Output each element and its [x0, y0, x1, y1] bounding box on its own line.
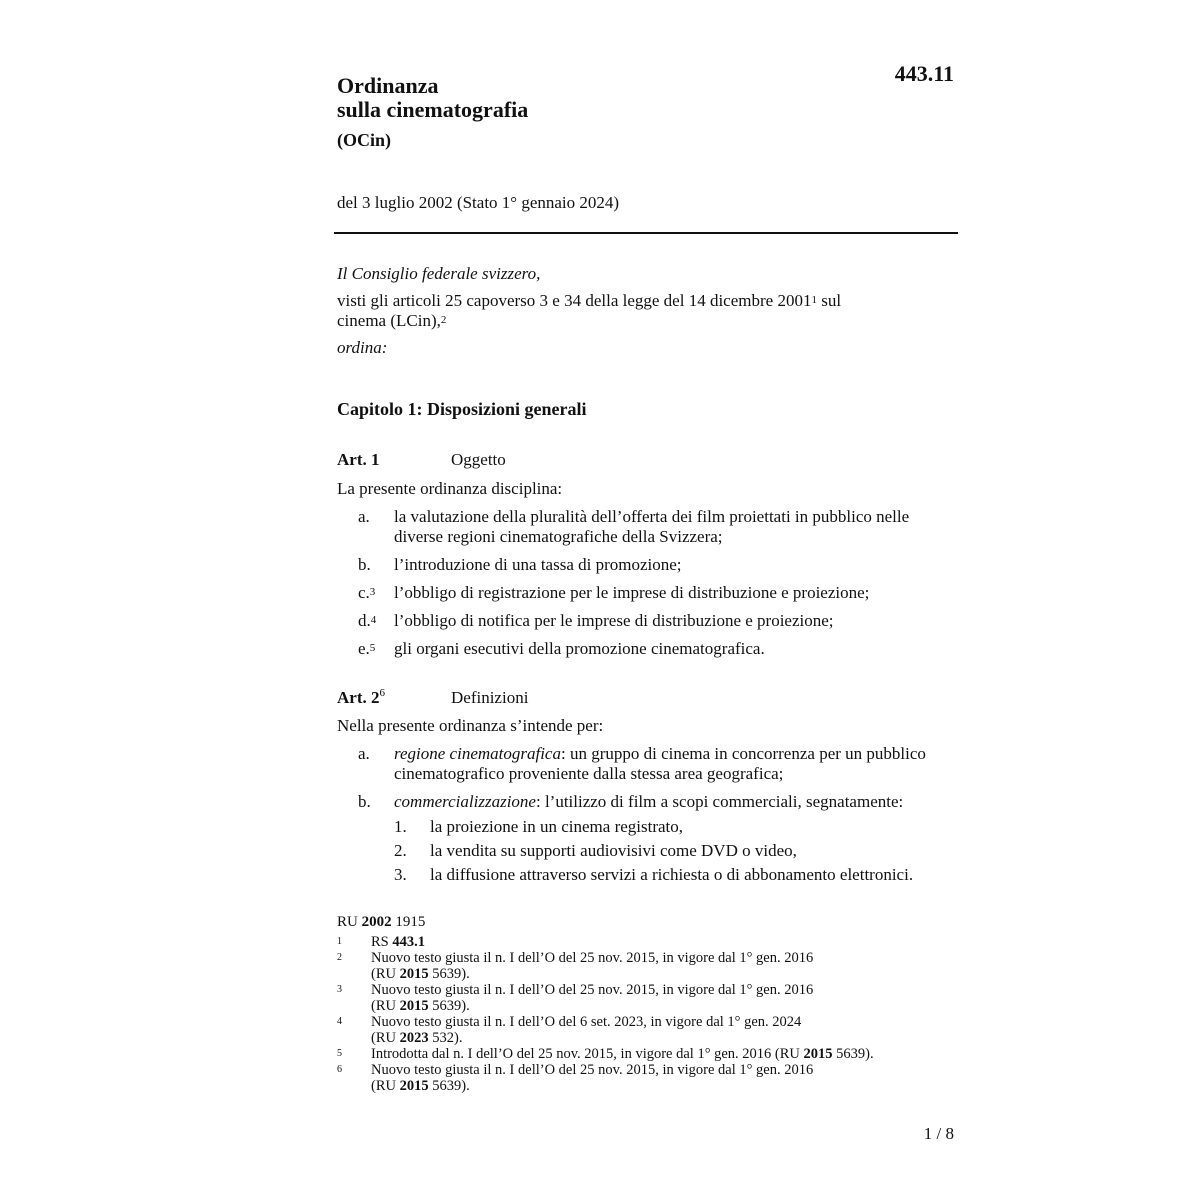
definition-text: : l’utilizzo di film a scopi commerciali, segnatamente:: [535, 792, 904, 811]
label-text: e.: [358, 639, 370, 658]
fn-bold: 2015: [399, 965, 429, 982]
preamble-basis-text-2: cinema (LCin),: [337, 311, 441, 330]
fn-bold: 443.1: [392, 934, 425, 950]
sub-list-item-text: la diffusione attraverso servizi a richiesta o di abbonamento elettronici.: [430, 865, 914, 884]
fn-text: Nuovo testo giusta il n. I dell’O del 25 nov. 2015, in vigore dal 1° gen. 2016: [371, 950, 814, 966]
article-1-intro: La presente ordinanza disciplina:: [337, 479, 563, 498]
fn-bold: 2015: [399, 1077, 429, 1094]
chapter-heading: Capitolo 1: Disposizioni generali: [337, 399, 587, 419]
preamble-authority: Il Consiglio federale svizzero,: [337, 264, 541, 283]
header-divider: [334, 232, 958, 234]
ru-prefix: RU: [337, 914, 362, 930]
fn-text: 5639).: [428, 1077, 470, 1094]
list-item-text: gli organi esecutivi della promozione cinematografica.: [394, 639, 765, 658]
fn-text: Nuovo testo giusta il n. I dell’O del 6 set. 2023, in vigore dal 1° gen. 2024: [371, 1014, 802, 1030]
fn-text: 532).: [428, 1029, 463, 1046]
fn-text: (RU: [371, 1077, 400, 1094]
list-item-text: [394, 744, 958, 784]
footnote-number: 4: [337, 1016, 342, 1027]
preamble-basis-line2: [337, 311, 446, 331]
fn-text: 5639).: [428, 997, 470, 1014]
footnote-ref-6[interactable]: 6: [379, 687, 385, 699]
fn-text: RS: [371, 934, 393, 950]
list-item-label: [358, 639, 375, 659]
definition-term: commercializzazione: [394, 792, 536, 811]
article-2-number: [337, 688, 451, 708]
footnote-ref-3[interactable]: 3: [369, 586, 376, 598]
footnote-text: [371, 935, 951, 951]
document-title: [337, 74, 528, 122]
list-item-label: a.: [358, 744, 370, 763]
footnote-ref-5[interactable]: 5: [369, 642, 376, 654]
list-item-label: b.: [358, 792, 371, 811]
list-item-text: l’obbligo di registrazione per le imprese di distribuzione e proiezione;: [394, 583, 870, 602]
sr-number: 443.11: [894, 61, 954, 86]
list-item-text: l’introduzione di una tassa di promozione;: [394, 555, 682, 574]
preamble-basis-text-end: sul: [816, 291, 842, 310]
list-item-label: [358, 611, 376, 631]
footnote-number: 1: [337, 936, 342, 947]
footnote-text: [371, 1015, 951, 1046]
footnote-text: [371, 1063, 951, 1094]
fn-text: Nuovo testo giusta il n. I dell’O del 25 nov. 2015, in vigore dal 1° gen. 2016: [371, 1062, 814, 1078]
list-item-label: a.: [358, 507, 370, 526]
sub-list-item-label: 3.: [394, 865, 407, 884]
article-2-title: Definizioni: [451, 688, 529, 707]
sub-list-item-label: 2.: [394, 841, 407, 860]
footnote-number: 5: [337, 1048, 342, 1059]
article-1-title: Oggetto: [451, 450, 506, 469]
label-text: d.: [358, 611, 371, 630]
article-2-intro: Nella presente ordinanza s’intende per:: [337, 716, 604, 735]
ru-reference: [337, 914, 425, 931]
footnote-ref-2[interactable]: 2: [440, 314, 447, 326]
list-item-text: l’obbligo di notifica per le imprese di distribuzione e proiezione;: [394, 611, 834, 630]
title-line-1: Ordinanza: [337, 73, 439, 98]
ru-year: 2002: [361, 914, 392, 930]
fn-text: 5639).: [832, 1046, 874, 1062]
document-date: del 3 luglio 2002 (Stato 1° gennaio 2024): [337, 193, 620, 212]
preamble-decree: ordina:: [337, 338, 388, 357]
footnote-text: [371, 951, 951, 982]
list-item-text: [394, 792, 958, 812]
fn-bold: 2015: [399, 997, 429, 1014]
label-text: c.: [358, 583, 370, 602]
preamble-basis-line1: [337, 291, 841, 311]
fn-text: (RU: [371, 965, 400, 982]
fn-text: Introdotta dal n. I dell’O del 25 nov. 2015, in vigore dal 1° gen. 2016 (RU: [371, 1046, 804, 1062]
fn-text: (RU: [371, 997, 400, 1014]
fn-text: Nuovo testo giusta il n. I dell’O del 25 nov. 2015, in vigore dal 1° gen. 2016: [371, 982, 814, 998]
title-line-2: sulla cinematografia: [337, 97, 529, 122]
footnote-text: [371, 1047, 951, 1063]
sub-list-item-text: la vendita su supporti audiovisivi come DVD o video,: [430, 841, 797, 860]
fn-text: 5639).: [428, 965, 470, 982]
article-1-number: Art. 1: [337, 450, 380, 469]
list-item-text: la valutazione della pluralità dell’offerta dei film proiettati in pubblico nelle diverse regioni cinematografiche della Svizzera;: [394, 507, 910, 546]
footnote-ref-1[interactable]: 1: [811, 294, 817, 306]
fn-text: (RU: [371, 1029, 400, 1046]
footnote-number: 3: [337, 984, 342, 995]
sub-list-item-label: 1.: [394, 817, 407, 836]
footnote-number: 6: [337, 1064, 342, 1075]
footnote-ref-4[interactable]: 4: [370, 614, 377, 626]
article-1-heading: [337, 450, 506, 470]
fn-bold: 2015: [803, 1046, 833, 1062]
list-item-label: b.: [358, 555, 371, 574]
article-2-number-text: Art. 2: [337, 688, 380, 707]
page-number: 1 / 8: [923, 1124, 954, 1143]
article-2-heading: [337, 688, 528, 708]
definition-term: regione cinematografica: [394, 744, 561, 763]
footnote-number: 2: [337, 952, 342, 963]
ru-page: 1915: [391, 914, 426, 930]
footnote-text: [371, 983, 951, 1014]
sub-list-item-text: la proiezione in un cinema registrato,: [430, 817, 684, 836]
fn-bold: 2023: [399, 1029, 429, 1046]
preamble-basis-text: visti gli articoli 25 capoverso 3 e 34 della legge del 14 dicembre 2001: [337, 291, 812, 310]
list-item-label: [358, 583, 375, 603]
definition-text: : un gruppo di cinema in concorrenza per un pubblico cinematografico proveniente dalla stessa area geografica;: [394, 744, 926, 783]
document-abbreviation: (OCin): [337, 130, 391, 150]
